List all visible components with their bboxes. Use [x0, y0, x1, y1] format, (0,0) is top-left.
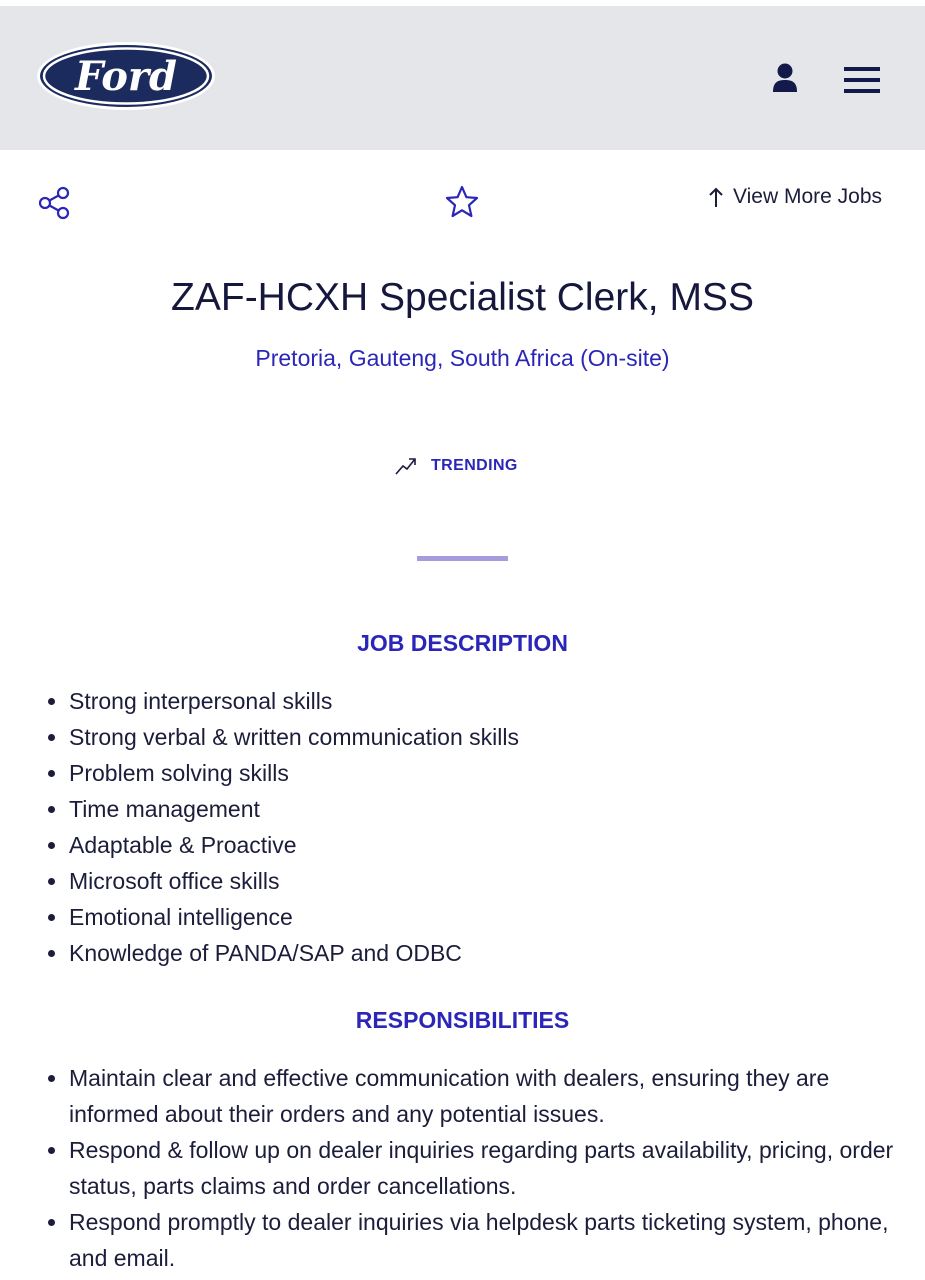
- list-item: Problem solving skills: [69, 755, 904, 791]
- trending-label: TRENDING: [431, 457, 518, 474]
- view-more-jobs-label: View More Jobs: [733, 185, 883, 208]
- responsibilities-heading: RESPONSIBILITIES: [355, 1007, 570, 1033]
- list-item: Maintain clear and effective communication with dealers, ensuring they are informed about their orders and any potential issues.: [69, 1060, 904, 1132]
- arrow-up-icon: [708, 186, 724, 208]
- main-menu-button[interactable]: [842, 64, 882, 98]
- page-title: ZAF-HCXH Specialist Clerk, MSS: [171, 276, 754, 319]
- list-item: Time management: [69, 791, 904, 827]
- ford-logo-text: Ford: [75, 53, 177, 100]
- save-job-button[interactable]: [443, 183, 481, 221]
- list-item: Respond promptly to dealer inquiries via helpdesk parts ticketing system, phone, and email.: [69, 1204, 904, 1276]
- share-button[interactable]: [37, 185, 73, 221]
- trending-up-icon: [394, 454, 418, 478]
- site-header: [0, 0, 925, 150]
- job-location: Pretoria, Gauteng, South Africa (On-site): [255, 345, 670, 371]
- trending-badge: [394, 454, 518, 478]
- hamburger-menu-icon: [842, 64, 882, 98]
- star-icon: [443, 183, 481, 221]
- list-item: Respond & follow up on dealer inquiries regarding parts availability, pricing, order status, parts claims and order cancellations.: [69, 1132, 904, 1204]
- section-divider: [417, 556, 508, 561]
- list-item: Knowledge of PANDA/SAP and ODBC: [69, 935, 904, 971]
- job-description-heading: JOB DESCRIPTION: [357, 630, 568, 656]
- user-icon: [770, 62, 800, 96]
- share-icon: [37, 185, 73, 221]
- account-button[interactable]: [770, 62, 800, 96]
- list-item: Emotional intelligence: [69, 899, 904, 935]
- job-description-list: [69, 683, 904, 971]
- responsibilities-list: [69, 1060, 904, 1276]
- list-item: Strong interpersonal skills: [69, 683, 904, 719]
- ford-logo[interactable]: [35, 40, 217, 112]
- list-item: Microsoft office skills: [69, 863, 904, 899]
- list-item: Strong verbal & written communication skills: [69, 719, 904, 755]
- list-item: Adaptable & Proactive: [69, 827, 904, 863]
- view-more-jobs-link[interactable]: [708, 184, 882, 210]
